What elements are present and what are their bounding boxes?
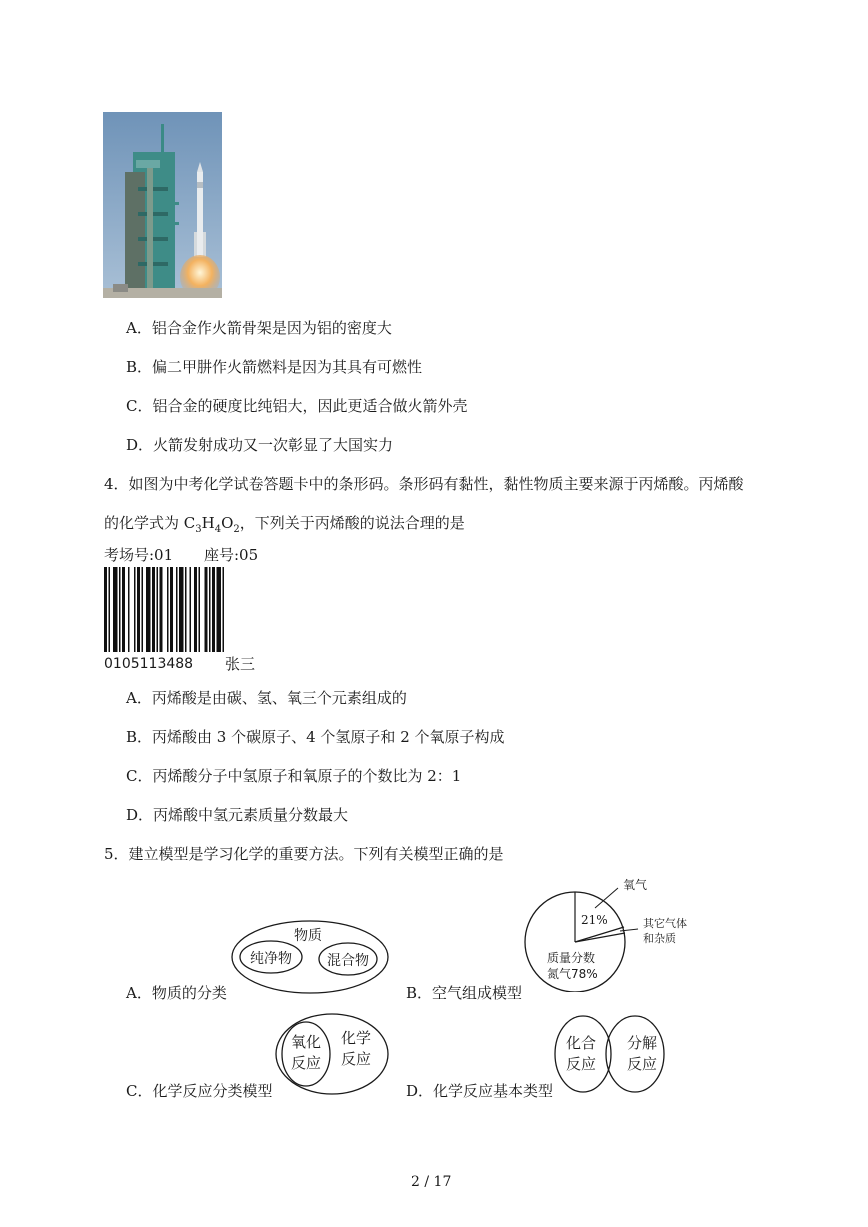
model-d-diagram	[550, 1010, 672, 1100]
barcode-bar	[157, 567, 159, 652]
oxygen-percent: 21%	[581, 913, 608, 927]
inner-label-1: 氧化	[290, 1033, 322, 1051]
inner-label-2: 反应	[290, 1054, 322, 1072]
option-text: 火箭发射成功又一次彰显了大国实力	[153, 436, 394, 454]
barcode-bar	[190, 567, 192, 652]
option-letter: C．	[126, 397, 153, 415]
q5-stem: 5．建立模型是学习化学的重要方法。下列有关模型正确的是	[104, 845, 504, 863]
option-text: 偏二甲肼作火箭燃料是因为其具有可燃性	[152, 358, 423, 376]
barcode-number: 0105113488	[104, 656, 194, 672]
q4-stem-line1: 4．如图为中考化学试卷答题卡中的条形码。条形码有黏性，黏性物质主要来源于丙烯酸。丙烯酸	[104, 475, 744, 493]
option-letter: A．	[126, 319, 152, 337]
model-a-caption: A．物质的分类	[126, 984, 227, 1002]
barcode-bar	[199, 567, 201, 652]
q3-option-a	[126, 318, 392, 338]
left-label: 纯净物	[250, 951, 292, 967]
right-label: 混合物	[327, 953, 369, 969]
mass-label: 质量分数	[547, 951, 596, 965]
model-d-caption: D．化学反应基本类型	[406, 1082, 554, 1100]
right-label-1: 分解	[626, 1034, 658, 1052]
barcode-bar	[167, 567, 169, 652]
left-ellipse	[555, 1016, 611, 1092]
option-letter: D．	[126, 436, 154, 454]
other-label-2: 和杂质	[643, 932, 676, 945]
q3-option-d	[126, 435, 393, 455]
right-label-2: 反应	[626, 1055, 658, 1073]
option-text: 铝合金的硬度比纯铝大，因此更适合做火箭外壳	[152, 397, 468, 415]
barcode-bar	[146, 567, 151, 652]
barcode-bar	[170, 567, 173, 652]
barcode-seat-label: 座号:05	[204, 546, 259, 564]
barcode-bar	[128, 567, 130, 652]
barcode-bar	[160, 567, 163, 652]
outer-label-2: 反应	[340, 1050, 372, 1068]
model-a-diagram	[228, 918, 393, 998]
option-letter: A．	[126, 689, 152, 707]
barcode-bar	[205, 567, 208, 652]
option-letter: C．	[126, 767, 153, 785]
barcode-bar	[109, 567, 111, 652]
barcode-bar	[134, 567, 136, 652]
model-b-caption: B．空气组成模型	[406, 984, 523, 1002]
nitrogen-label: 氮气78%	[547, 967, 598, 981]
option-letter: B．	[126, 728, 153, 746]
option-text: 丙烯酸中氢元素质量分数最大	[153, 806, 349, 824]
option-text: 丙烯酸由 3 个碳原子、4 个氢原子和 2 个氧原子构成	[152, 728, 505, 746]
q3-option-c	[126, 396, 468, 416]
q4-option-d	[126, 805, 348, 825]
rocket-launch-photo	[103, 112, 222, 298]
barcode-bar	[217, 567, 222, 652]
option-letter: B．	[126, 358, 153, 376]
page-number: 2 / 17	[411, 1174, 452, 1190]
barcode-bar	[194, 567, 197, 652]
other-label-1: 其它气体	[643, 917, 687, 930]
outer-label: 物质	[294, 928, 322, 944]
barcode	[104, 567, 258, 652]
left-label-1: 化合	[565, 1034, 597, 1052]
barcode-bar	[142, 567, 144, 652]
model-b-pie	[515, 872, 705, 992]
barcode-bar	[212, 567, 215, 652]
model-c-diagram	[272, 1010, 392, 1100]
barcode-bar	[179, 567, 184, 652]
outer-label-1: 化学	[340, 1029, 372, 1047]
left-label-2: 反应	[565, 1055, 597, 1073]
barcode-name: 张三	[225, 655, 256, 673]
barcode-bar	[185, 567, 187, 652]
q3-option-b	[126, 357, 422, 377]
barcode-bar	[119, 567, 121, 652]
barcode-room-label: 考场号:01	[104, 546, 174, 564]
oxygen-label: 氧气	[623, 878, 648, 892]
right-ellipse	[606, 1016, 664, 1092]
barcode-bar	[137, 567, 140, 652]
q4-stem-line2: 的化学式为 $C_3H_4O_2$，下列关于丙烯酸的说法合理的是	[104, 514, 465, 535]
q4-option-c	[126, 766, 461, 786]
barcode-bar	[122, 567, 125, 652]
model-c-caption: C．化学反应分类模型	[126, 1082, 273, 1100]
q4-option-a	[126, 688, 407, 708]
option-letter: D．	[126, 806, 154, 824]
option-text: 丙烯酸分子中氢原子和氧原子的个数比为 2：1	[152, 767, 462, 785]
barcode-bar	[223, 567, 225, 652]
barcode-bar	[176, 567, 178, 652]
option-text: 丙烯酸是由碳、氢、氧三个元素组成的	[151, 689, 407, 707]
barcode-bar	[113, 567, 118, 652]
q4-option-b	[126, 727, 505, 747]
option-text: 铝合金作火箭骨架是因为铝的密度大	[151, 319, 392, 337]
barcode-bar	[152, 567, 155, 652]
barcode-bar	[209, 567, 211, 652]
barcode-bar	[104, 567, 107, 652]
